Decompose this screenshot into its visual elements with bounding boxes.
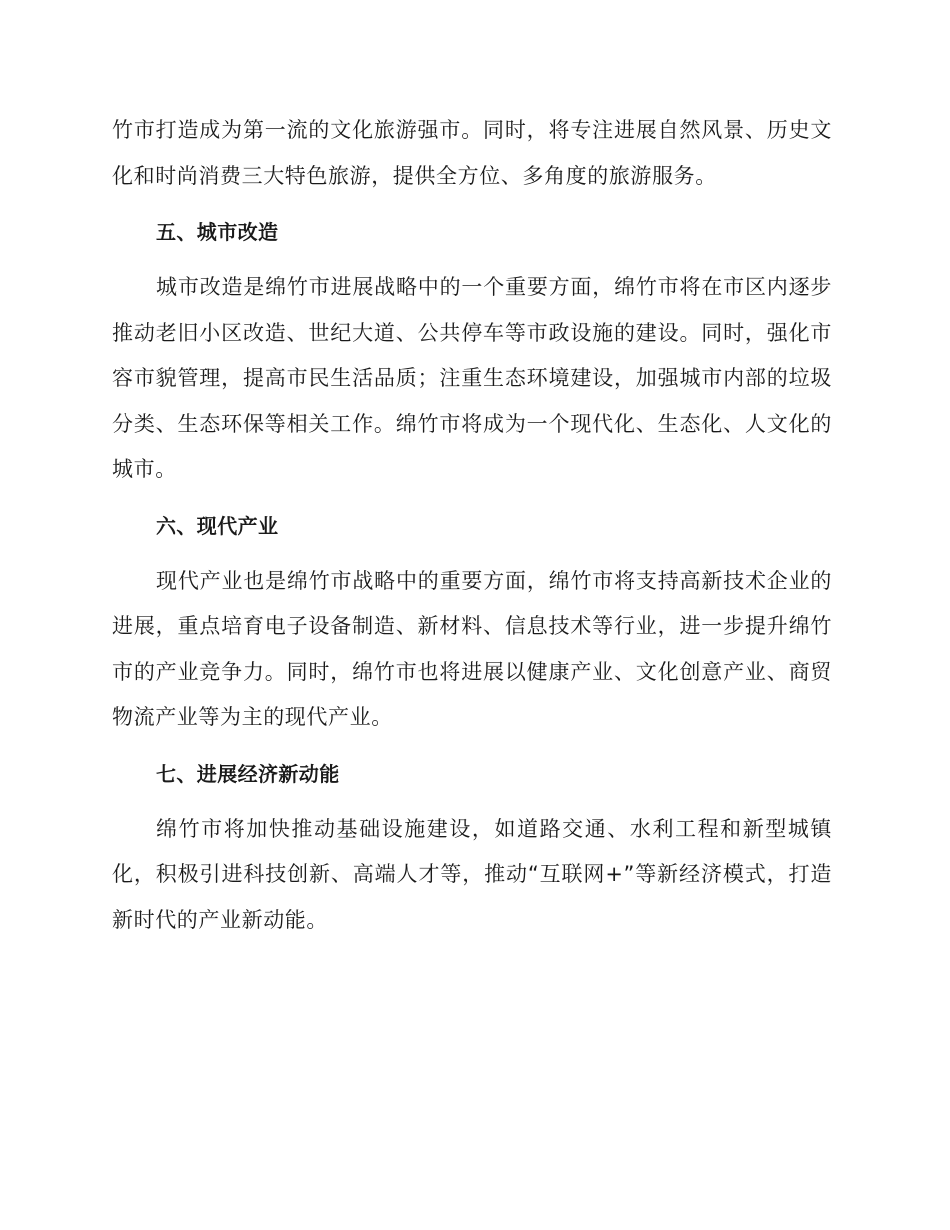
section-heading-urban-renewal: 五、城市改造 bbox=[156, 220, 279, 244]
section-body-new-economic-momentum: 绵竹市将加快推动基础设施建设，如道路交通、水利工程和新型城镇化，积极引进科技创新、高端人才等，推动“互联网+”等新经济模式，打造新时代的产业新动能。 bbox=[112, 816, 832, 932]
section-heading-modern-industry: 六、现代产业 bbox=[156, 513, 279, 538]
section-heading-new-economic-momentum: 七、进展经济新动能 bbox=[156, 761, 340, 786]
section-body-modern-industry: 现代产业也是绵竹市战略中的重要方面，绵竹市将支持高新技术企业的进展，重点培育电子设备制造、新材料、信息技术等行业，进一步提升绵竹市的产业竞争力。同时，绵竹市也将进展以健康产业、文化创意产业、商贸物流产业等为主的现代产业。 bbox=[112, 568, 832, 729]
document-page bbox=[112, 108, 832, 943]
section-body-urban-renewal: 城市改造是绵竹市进展战略中的一个重要方面，绵竹市将在市区内逐步推动老旧小区改造、世纪大道、公共停车等市政设施的建设。同时，强化市容市貌管理，提高市民生活品质；注重生态环境建设，加强城市内部的垃圾分类、生态环保等相关工作。绵竹市将成为一个现代化、生态化、人文化的城市。 bbox=[112, 275, 832, 481]
intro-paragraph: 竹市打造成为第一流的文化旅游强市。同时，将专注进展自然风景、历史文化和时尚消费三大特色旅游，提供全方位、多角度的旅游服务。 bbox=[112, 118, 832, 188]
